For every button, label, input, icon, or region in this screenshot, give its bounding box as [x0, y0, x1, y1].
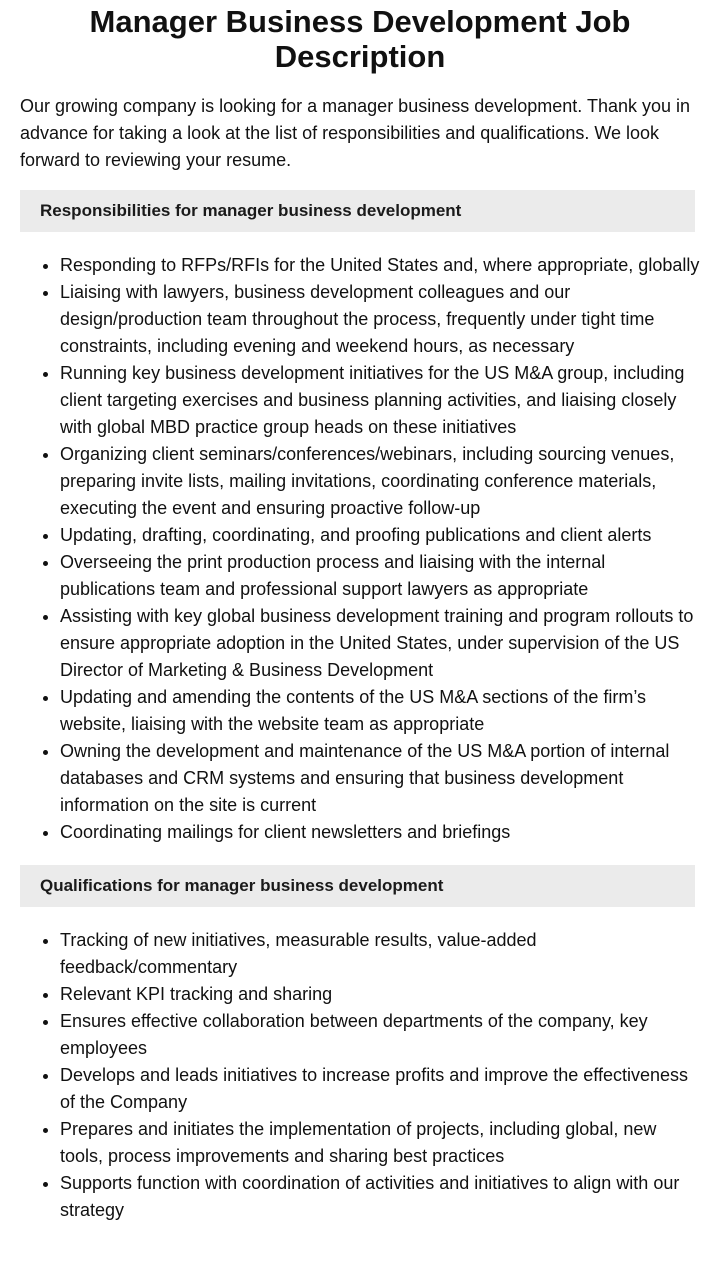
list-item: • Prepares and initiates the implementation of projects, including global, new tools, process improvements and sharing best practices — [60, 1116, 700, 1170]
list-item: • Overseeing the print production process and liaising with the internal publications team and professional support lawyers as appropriate — [60, 549, 700, 603]
list-item: • Ensures effective collaboration between departments of the company, key employees — [60, 1008, 700, 1062]
responsibilities-list — [20, 252, 700, 846]
list-item: • Organizing client seminars/conferences/webinars, including sourcing venues, preparing invite lists, mailing invitations, coordinating conference materials, executing the event and ensuring proactive follow-up — [60, 441, 700, 522]
list-item: • Supports function with coordination of activities and initiatives to align with our strategy — [60, 1170, 700, 1224]
intro-paragraph: Our growing company is looking for a manager business development. Thank you in advance for taking a look at the list of responsibilities and qualifications. We look forward to reviewing your resume. — [20, 96, 691, 170]
list-item: • Coordinating mailings for client newsletters and briefings — [60, 819, 700, 846]
list-item: • Tracking of new initiatives, measurable results, value-added feedback/commentary — [60, 927, 700, 981]
list-item: • Updating, drafting, coordinating, and proofing publications and client alerts — [60, 522, 700, 549]
responsibilities-heading: Responsibilities for manager business development — [20, 190, 695, 232]
page-title: Manager Business Development Job Description — [89, 4, 631, 74]
list-item: • Relevant KPI tracking and sharing — [60, 981, 700, 1008]
list-item: • Running key business development initiatives for the US M&A group, including client targeting exercises and business planning activities, and liaising closely with global MBD practice group heads on these initiatives — [60, 360, 700, 441]
list-item: • Responding to RFPs/RFIs for the United States and, where appropriate, globally — [60, 252, 700, 279]
list-item: • Updating and amending the contents of the US M&A sections of the firm’s website, liaising with the website team as appropriate — [60, 684, 700, 738]
list-item: • Develops and leads initiatives to increase profits and improve the effectiveness of the Company — [60, 1062, 700, 1116]
qualifications-heading: Qualifications for manager business development — [20, 865, 695, 907]
qualifications-list — [20, 927, 700, 1224]
list-item: • Owning the development and maintenance of the US M&A portion of internal databases and CRM systems and ensuring that business development information on the site is current — [60, 738, 700, 819]
list-item: • Assisting with key global business development training and program rollouts to ensure appropriate adoption in the United States, under supervision of the US Director of Marketing & Business Development — [60, 603, 700, 684]
list-item: • Liaising with lawyers, business development colleagues and our design/production team throughout the process, frequently under tight time constraints, including evening and weekend hours, as necessary — [60, 279, 700, 360]
